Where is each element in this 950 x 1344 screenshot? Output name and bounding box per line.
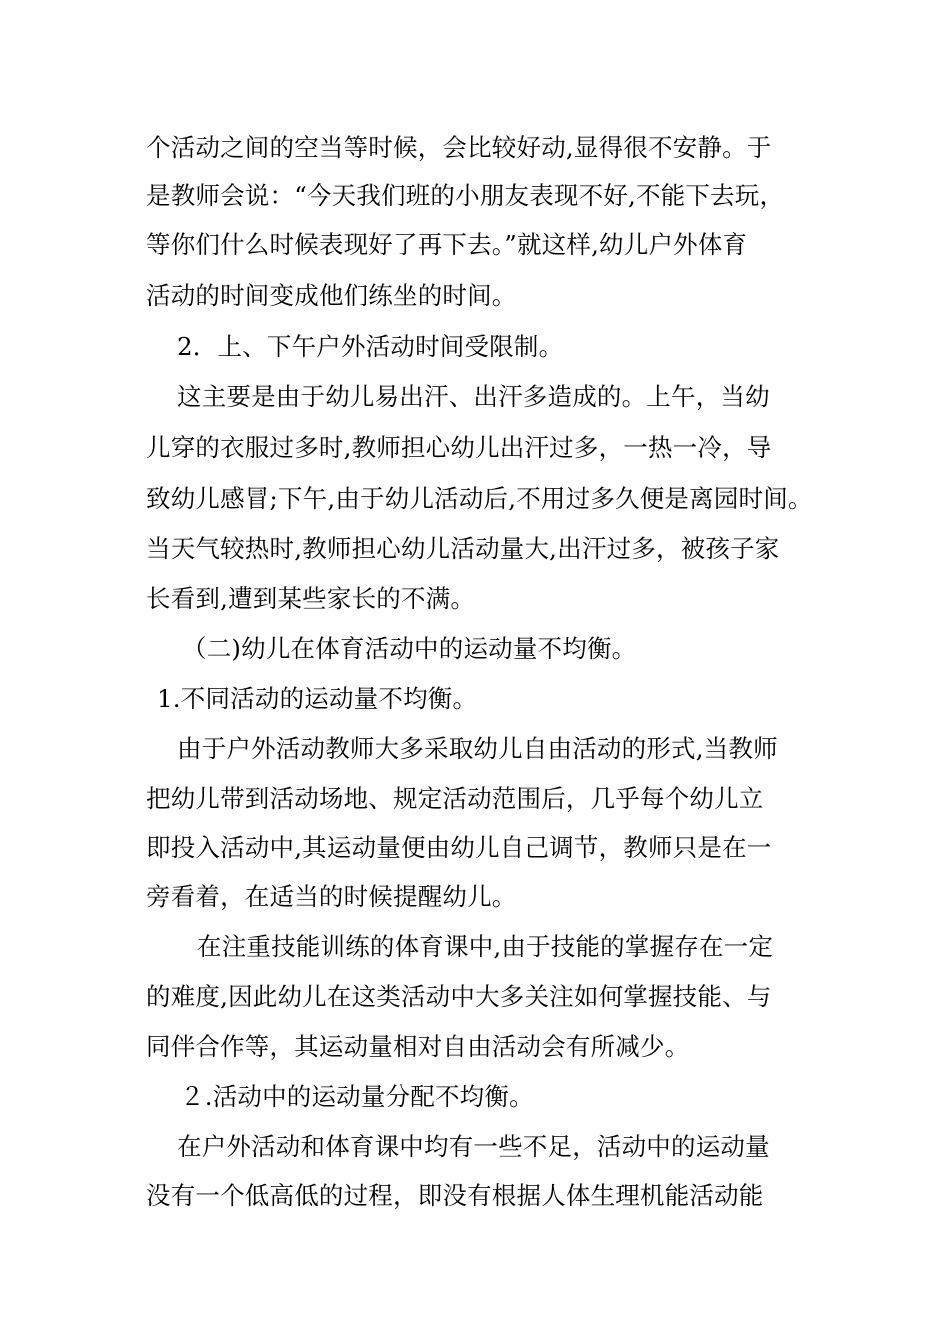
paragraph-line: 同伴合作等，其运动量相对自由活动会有所减少。 — [146, 1032, 690, 1061]
list-heading: 1.不同活动的运动量不均衡。 — [157, 684, 478, 713]
paragraph-line: 即投入活动中,其运动量便由幼儿自己调节，教师只是在一 — [146, 833, 772, 862]
paragraph-line: 长看到,遭到某些家长的不满。 — [146, 584, 476, 613]
paragraph-line: 当天气较热时,教师担心幼儿活动量大,出汗过多，被孩子家 — [146, 534, 780, 563]
paragraph-line: 是教师会说：“今天我们班的小朋友表现不好,不能下去玩， — [146, 181, 785, 210]
paragraph-line: 没有一个低高低的过程，即没有根据人体生理机能活动能 — [146, 1181, 764, 1210]
paragraph-line: 在注重技能训练的体育课中,由于技能的掌握存在一定 — [197, 932, 774, 961]
paragraph-line: 在户外活动和体育课中均有一些不足，活动中的运动量 — [177, 1132, 770, 1161]
list-heading: ２.活动中的运动量分配不均衡。 — [180, 1082, 534, 1111]
paragraph-line: 由于户外活动教师大多采取幼儿自由活动的形式,当教师 — [177, 734, 778, 763]
list-heading: 2．上、下午户外活动时间受限制。 — [177, 332, 564, 361]
section-heading: （二)幼儿在体育活动中的运动量不均衡。 — [182, 634, 637, 663]
paragraph-line: 致幼儿感冒;下午,由于幼儿活动后,不用过多久便是离园时间。 — [146, 484, 813, 513]
paragraph-line: 儿穿的衣服过多时,教师担心幼儿出汗过多，一热一冷，导 — [146, 433, 772, 462]
paragraph-line: 把幼儿带到活动场地、规定活动范围后，几乎每个幼儿立 — [146, 784, 764, 813]
paragraph-line: 等你们什么时候表现好了再下去。”就这样,幼儿户外体育 — [146, 230, 748, 259]
paragraph-line: 旁看着，在适当的时候提醒幼儿。 — [146, 882, 517, 911]
paragraph-line: 个活动之间的空当等时候，会比较好动,显得很不安静。于 — [146, 133, 772, 162]
paragraph-line: 的难度,因此幼儿在这类活动中大多关注如何掌握技能、与 — [146, 982, 772, 1011]
paragraph-line: 活动的时间变成他们练坐的时间。 — [146, 281, 517, 310]
paragraph-line: 这主要是由于幼儿易出汗、出汗多造成的。上午，当幼 — [177, 382, 770, 411]
